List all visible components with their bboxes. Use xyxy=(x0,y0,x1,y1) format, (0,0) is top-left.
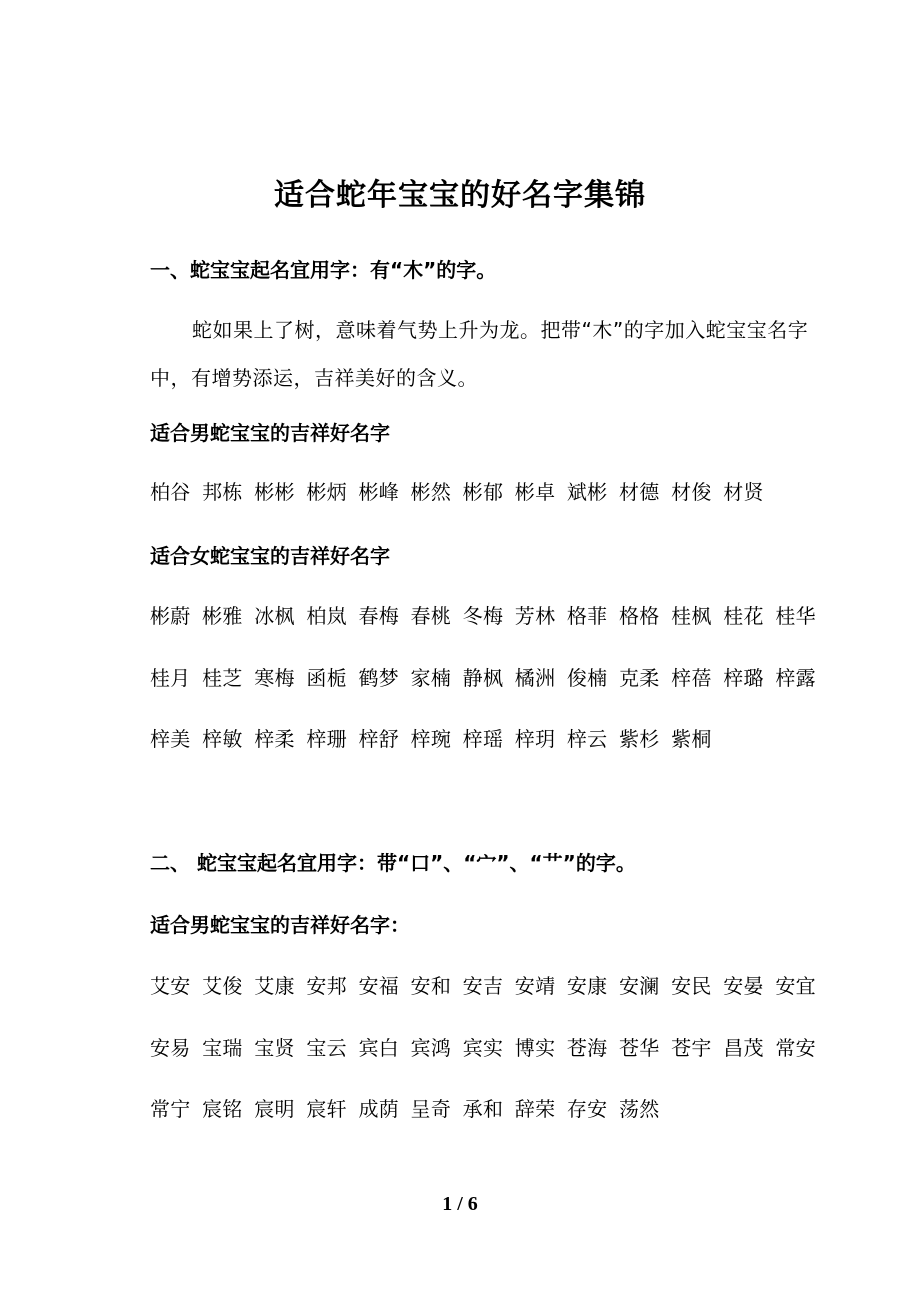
name-item: 梓玥 xyxy=(514,727,556,752)
name-item: 桂芝 xyxy=(202,665,243,690)
name-item: 梓敏 xyxy=(202,727,243,752)
name-item: 克柔 xyxy=(618,665,660,690)
name-item: 梓露 xyxy=(775,665,816,690)
name-item: 家楠 xyxy=(410,665,452,690)
name-item: 春桃 xyxy=(410,604,452,628)
name-item: 材德 xyxy=(618,480,660,504)
name-item: 安易 xyxy=(150,1035,191,1060)
name-item: 苍宇 xyxy=(671,1035,712,1060)
name-item: 梓美 xyxy=(150,727,191,752)
section2-boys-names xyxy=(150,956,830,1141)
name-item: 成荫 xyxy=(358,1097,400,1122)
section2-heading: 二、 蛇宝宝起名宜用字：带“口”、“宀”、“艹”的字。 xyxy=(150,851,636,875)
section1-heading: 一、蛇宝宝起名宜用字：有“木”的字。 xyxy=(150,258,497,282)
name-item: 彬然 xyxy=(410,480,452,504)
name-item: 梓琬 xyxy=(410,727,452,752)
name-item: 格菲 xyxy=(566,604,608,628)
section1-girls-names xyxy=(150,586,830,771)
name-item: 安康 xyxy=(566,974,608,998)
name-item: 宸铭 xyxy=(202,1097,243,1122)
name-item: 宝云 xyxy=(306,1035,347,1060)
name-item: 橘洲 xyxy=(514,665,556,690)
name-item: 安和 xyxy=(410,974,452,998)
section2-boys-heading: 适合男蛇宝宝的吉祥好名字： xyxy=(150,913,410,937)
name-item: 寒梅 xyxy=(254,665,295,690)
name-item: 格格 xyxy=(618,604,660,628)
name-item: 安澜 xyxy=(618,974,660,998)
name-item: 函栀 xyxy=(306,665,347,690)
name-item: 彬彬 xyxy=(254,480,295,504)
name-item: 梓舒 xyxy=(358,727,400,752)
name-item: 梓璐 xyxy=(723,665,764,690)
name-item: 俊楠 xyxy=(566,665,608,690)
name-item: 冬梅 xyxy=(462,604,504,628)
name-item: 宸明 xyxy=(254,1097,295,1122)
name-item: 安晏 xyxy=(723,974,764,998)
name-item: 柏谷 xyxy=(150,480,191,504)
name-item: 彬峰 xyxy=(358,480,400,504)
name-item: 邦栋 xyxy=(202,480,243,504)
section1-boys-names xyxy=(150,462,830,524)
name-item: 梓云 xyxy=(566,727,608,752)
name-item: 斌彬 xyxy=(566,480,608,504)
name-item: 昌茂 xyxy=(723,1035,764,1060)
section1-girls-heading: 适合女蛇宝宝的吉祥好名字 xyxy=(150,544,390,568)
name-item: 紫桐 xyxy=(671,727,712,752)
name-item: 苍海 xyxy=(566,1035,608,1060)
name-item: 苍华 xyxy=(618,1035,660,1060)
name-item: 柏岚 xyxy=(306,604,347,628)
name-item: 博实 xyxy=(514,1035,556,1060)
name-item: 承和 xyxy=(462,1097,504,1122)
name-item: 彬郁 xyxy=(462,480,504,504)
name-item: 桂月 xyxy=(150,665,191,690)
name-item: 彬雅 xyxy=(202,604,243,628)
name-item: 常宁 xyxy=(150,1097,191,1122)
name-item: 梓珊 xyxy=(306,727,347,752)
name-item: 鹤梦 xyxy=(358,665,400,690)
name-item: 梓蓓 xyxy=(671,665,712,690)
section1-paragraph: 蛇如果上了树，意味着气势上升为龙。把带“木”的字加入蛇宝宝名字中，有增势添运，吉祥美好的含义。 xyxy=(150,318,809,390)
name-item: 宾实 xyxy=(462,1035,504,1060)
name-item: 辞荣 xyxy=(514,1097,556,1122)
name-item: 芳林 xyxy=(514,604,556,628)
page-number: 1 / 6 xyxy=(442,1193,478,1215)
name-item: 彬炳 xyxy=(306,480,347,504)
name-item: 安靖 xyxy=(514,974,556,998)
name-item: 梓柔 xyxy=(254,727,295,752)
name-item: 安民 xyxy=(671,974,712,998)
name-item: 常安 xyxy=(775,1035,816,1060)
name-item: 彬蔚 xyxy=(150,604,191,628)
name-item: 呈奇 xyxy=(410,1097,452,1122)
name-item: 桂花 xyxy=(723,604,764,628)
name-item: 宝瑞 xyxy=(202,1035,243,1060)
name-item: 宾鸿 xyxy=(410,1035,452,1060)
name-item: 春梅 xyxy=(358,604,400,628)
name-item: 艾康 xyxy=(254,974,295,998)
name-item: 材贤 xyxy=(723,480,764,504)
document-title: 适合蛇年宝宝的好名字集锦 xyxy=(274,178,646,213)
name-item: 安宜 xyxy=(775,974,816,998)
name-item: 宝贤 xyxy=(254,1035,295,1060)
name-item: 桂枫 xyxy=(671,604,712,628)
name-item: 材俊 xyxy=(671,480,712,504)
name-item: 荡然 xyxy=(618,1097,660,1122)
name-item: 艾安 xyxy=(150,974,191,998)
name-item: 宸轩 xyxy=(306,1097,347,1122)
name-item: 彬卓 xyxy=(514,480,556,504)
name-item: 梓瑶 xyxy=(462,727,504,752)
name-item: 安邦 xyxy=(306,974,347,998)
name-item: 宾白 xyxy=(358,1035,400,1060)
section1-boys-heading: 适合男蛇宝宝的吉祥好名字 xyxy=(150,421,390,445)
name-item: 冰枫 xyxy=(254,604,295,628)
name-item: 艾俊 xyxy=(202,974,243,998)
name-item: 静枫 xyxy=(462,665,504,690)
name-item: 安吉 xyxy=(462,974,504,998)
name-item: 存安 xyxy=(566,1097,608,1122)
name-item: 紫杉 xyxy=(618,727,660,752)
name-item: 安福 xyxy=(358,974,400,998)
name-item: 桂华 xyxy=(775,604,816,628)
